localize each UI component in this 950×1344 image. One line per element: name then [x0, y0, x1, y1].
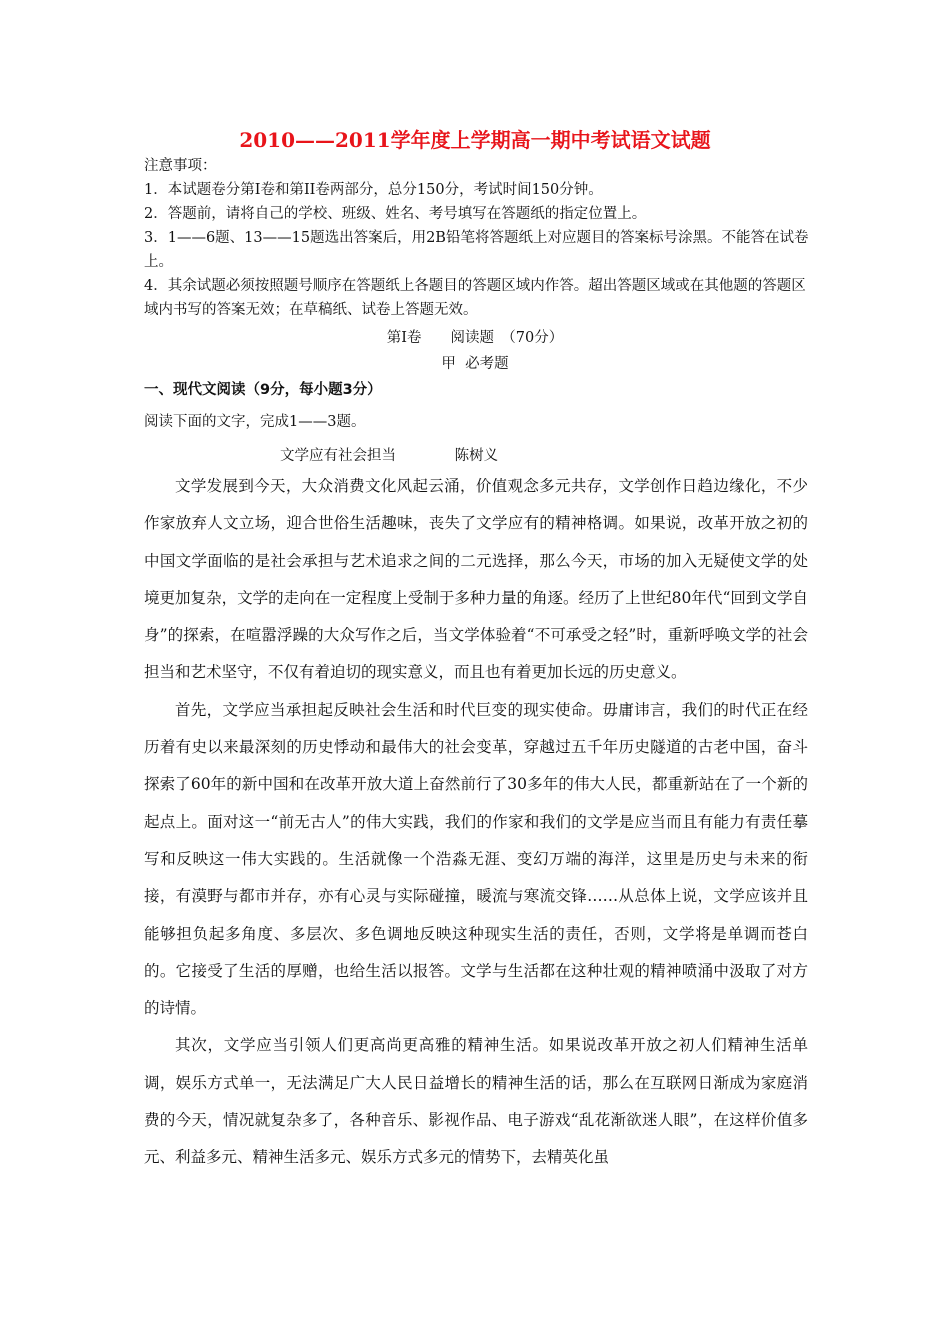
article-paragraph: 文学发展到今天，大众消费文化风起云涌，价值观念多元共存，文学创作日趋边缘化，不少作家放弃人文立场，迎合世俗生活趣味，丧失了文学应有的精神格调。如果说，改革开放之初的中国文学面临的是社会承担与艺术追求之间的二元选择，那么今天，市场的加入无疑使文学的处境更加复杂，文学的走向在一定程度上受制于多种力量的角逐。经历了上世纪80年代“回到文学自身”的探索，在喧嚣浮躁的大众写作之后，当文学体验着“不可承受之轻”时，重新呼唤文学的社会担当和艺术坚守，不仅有着迫切的现实意义，而且也有着更加长远的历史意义。 [144, 477, 808, 682]
notice-block [144, 154, 814, 322]
part1-subheading: 甲 必考题 [441, 356, 509, 372]
reading-instruction: 阅读下面的文字，完成1——3题。 [144, 414, 366, 430]
article-paragraph: 其次，文学应当引领人们更高尚更高雅的精神生活。如果说改革开放之初人们精神生活单调，娱乐方式单一，无法满足广大人民日益增长的精神生活的话，那么在互联网日渐成为家庭消费的今天，情况就复杂多了，各种音乐、影视作品、电子游戏“乱花渐欲迷人眼”，在这样价值多元、利益多元、精神生活多元、娱乐方式多元的情势下，去精英化虽 [144, 1036, 808, 1167]
article-title: 文学应有社会担当 [280, 448, 396, 464]
section-heading: 一、现代文阅读（9分，每小题3分） [144, 382, 382, 398]
notice-heading: 注意事项： [144, 158, 217, 174]
notice-item: 3．1——6题、13——15题选出答案后，用2B铅笔将答题纸上对应题目的答案标号涂黑。不能答在试卷上。 [144, 230, 809, 270]
notice-item: 1．本试题卷分第Ⅰ卷和第II卷两部分，总分150分，考试时间150分钟。 [144, 182, 603, 198]
article-title-line [280, 444, 498, 465]
notice-item: 2．答题前，请将自己的学校、班级、姓名、考号填写在答题纸的指定位置上。 [144, 206, 647, 222]
article-body [144, 468, 808, 1177]
article-paragraph: 首先，文学应当承担起反映社会生活和时代巨变的现实使命。毋庸讳言，我们的时代正在经历着有史以来最深刻的历史悸动和最伟大的社会变革，穿越过五千年历史隧道的古老中国，奋斗探索了60年的新中国和在改革开放大道上奋然前行了30多年的伟大人民，都重新站在了一个新的起点上。面对这一“前无古人”的伟大实践，我们的作家和我们的文学是应当而且有能力有责任摹写和反映这一伟大实践的。生活就像一个浩淼无涯、变幻万端的海洋，这里是历史与未来的衔接，有漠野与都市并存，亦有心灵与实际碰撞，暖流与寒流交锋……从总体上说，文学应该并且能够担负起多角度、多层次、多色调地反映这种现实生活的责任，否则，文学将是单调而苍白的。它接受了生活的厚赠，也给生活以报答。文学与生活都在这种壮观的精神喷涌中汲取了对方的诗情。 [144, 700, 808, 1018]
article-author: 陈树义 [454, 448, 499, 464]
exam-title: 2010——2011学年度上学期高一期中考试语文试题 [239, 128, 711, 152]
notice-item: 4．其余试题必须按照题号顺序在答题纸上各题目的答题区域内作答。超出答题区域或在其他题的答题区域内书写的答案无效；在草稿纸、试卷上答题无效。 [144, 278, 806, 318]
part1-heading: 第Ⅰ卷 阅读题 （70分） [386, 330, 564, 346]
